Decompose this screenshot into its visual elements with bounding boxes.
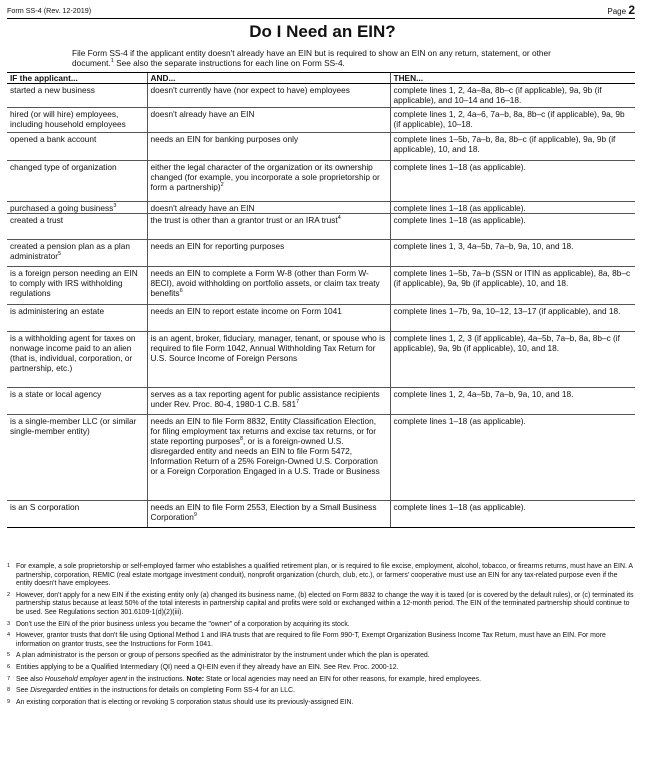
condition-cell: [147, 84, 390, 108]
applicant-cell: [7, 240, 147, 267]
footnote-text-part: in the instructions.: [127, 675, 187, 683]
table-row: [7, 214, 635, 240]
footnotes: [7, 563, 635, 710]
action-cell: [390, 108, 635, 133]
cell-text: is a withholding agent for taxes on nonwage income paid to an alien (that is, individual, corporation, or partnership, etc.): [10, 333, 136, 373]
cell-text: complete lines 1, 2, 4a–5b, 7a–b, 9a, 10, and 18.: [393, 389, 574, 399]
cell-text: complete lines 1–18 (as applicable).: [393, 162, 526, 172]
cell-text: is an S corporation: [10, 502, 80, 512]
header-then: THEN...: [390, 73, 635, 84]
footnote-ref: 5: [57, 251, 62, 257]
cell-text: is an agent, broker, fiduciary, manager, tenant, or spouse who is required to file Form 1042, Annual Withholding Tax Return for U.S. Source Income of Foreign Persons: [150, 333, 386, 363]
action-cell: [390, 161, 635, 202]
footnote-number: 5: [7, 652, 11, 659]
footnote: [7, 621, 635, 630]
footnote-emphasis: Disregarded entities: [30, 687, 92, 695]
cell-text: hired (or will hire) employees, including household employees: [10, 109, 126, 129]
footnote-ref: 8: [239, 436, 244, 442]
page-word: Page: [607, 7, 627, 16]
action-cell: [390, 415, 635, 501]
cell-text: is administering an estate: [10, 306, 105, 316]
footnote-note-label: Note:: [186, 675, 205, 683]
cell-text: needs an EIN for banking purposes only: [150, 134, 299, 144]
applicant-cell: [7, 267, 147, 305]
footnote-text: Entities applying to be a Qualified Intermediary (QI) need a QI-EIN even if they already have an EIN. See Rev. Proc. 2000-12.: [16, 663, 399, 671]
cell-text: complete lines 1–5b, 7a–b (SSN or ITIN as applicable), 8a, 8b–c (if applicable), 9a, 9b (if applicable), 10, and 18.: [393, 268, 631, 288]
page-header: [7, 5, 635, 19]
footnote-number: 3: [7, 620, 11, 627]
footnote-ref: 9: [193, 512, 197, 518]
action-cell: [390, 133, 635, 161]
footnote-text: However, grantor trusts that don't file using Optional Method 1 and IRA trusts that are required to file Form 990-T, Exempt Organization Business Income Tax Return, must have an EIN. For more information on grantor trusts, see the Instructions for Form 1041.: [16, 632, 606, 648]
condition-cell: [147, 415, 390, 501]
cell-text: needs an EIN to report estate income on Form 1041: [150, 306, 342, 316]
action-cell: [390, 388, 635, 415]
cell-text: needs an EIN to file Form 2553, Election by a Small Business Corporation: [150, 502, 377, 522]
cell-text: , or is a foreign-owned U.S. disregarded entity and needs an EIN to file Form 5472, Information Return of a 25% Foreign-Owned U.S. Corporation or a Foreign Corporation Engaged in a U.S. Trade or Business: [150, 436, 380, 476]
condition-cell: [147, 332, 390, 388]
table-row: [7, 267, 635, 305]
footnote-text-part: in the instructions for details on completing Form SS-4 for an LLC.: [91, 687, 295, 695]
applicant-cell: [7, 202, 147, 214]
ein-decision-table: [7, 72, 635, 528]
cell-text: changed type of organization: [10, 162, 117, 172]
footnote-text-part: See: [16, 687, 31, 695]
page-title: Do I Need an EIN?: [249, 22, 396, 41]
cell-text: purchased a going business: [10, 203, 114, 213]
footnote-number: 7: [7, 675, 11, 682]
condition-cell: [147, 161, 390, 202]
cell-text: complete lines 1, 2, 3 (if applicable), 4a–5b, 7a–b, 8a, 8b–c (if applicable), 9a, 9b (if applicable), 10, and 18.: [393, 333, 620, 353]
footnote: [7, 632, 635, 649]
cell-text: doesn't already have an EIN: [150, 203, 255, 213]
applicant-cell: [7, 84, 147, 108]
footnote-number: 9: [7, 698, 11, 705]
footnote: [7, 699, 635, 708]
condition-cell: [147, 267, 390, 305]
condition-cell: [147, 133, 390, 161]
footnote: [7, 652, 635, 661]
table-header-row: [7, 73, 635, 84]
action-cell: [390, 84, 635, 108]
cell-text: doesn't already have an EIN: [150, 109, 255, 119]
action-cell: [390, 214, 635, 240]
footnote-ref: 6: [179, 288, 183, 294]
intro-footnote-ref: 1: [110, 58, 114, 64]
table-row: [7, 108, 635, 133]
condition-cell: [147, 214, 390, 240]
footnote: [7, 664, 635, 673]
condition-cell: [147, 501, 390, 528]
cell-text: complete lines 1–18 (as applicable).: [393, 215, 526, 225]
cell-text: needs an EIN for reporting purposes: [150, 241, 285, 251]
footnote-text: However, don't apply for a new EIN if the existing entity only (a) changed its business name, (b) elected on Form 8832 to change the way it is taxed (or is covered by the default rules), or (c) terminated its partnership status because at least 50% of the total interests in partnership capital and profits were sold or exchanged within a 12-month period. The EIN of the terminated partnership should continue to be used. See Regulations section 301.6109-1(d)(2)(iii).: [16, 591, 634, 616]
footnote: [7, 592, 635, 618]
cell-text: either the legal character of the organization or its ownership changed (for example, you incorporate a sole proprietorship or form a partnership): [150, 162, 380, 192]
table-row: [7, 415, 635, 501]
footnote-text: Don't use the EIN of the prior business unless you became the "owner" of a corporation by acquiring its stock.: [16, 620, 350, 628]
table-row: [7, 161, 635, 202]
applicant-cell: [7, 214, 147, 240]
footnote-text: For example, a sole proprietorship or self-employed farmer who establishes a qualified retirement plan, or is required to file excise, employment, alcohol, tobacco, or firearms returns, must have an EIN. A partnership, corporation, REMIC (real estate mortgage investment conduit), nonprofit organization (church, club, etc.), or farmers' cooperative must use an EIN for any tax-related purpose even if the entity doesn't have employees.: [16, 563, 633, 588]
condition-cell: [147, 108, 390, 133]
cell-text: started a new business: [10, 85, 95, 95]
footnote-ref: 2: [220, 182, 224, 188]
applicant-cell: [7, 133, 147, 161]
intro-text: [72, 48, 592, 68]
condition-cell: [147, 388, 390, 415]
cell-text: is a state or local agency: [10, 389, 102, 399]
page-number: 2: [628, 3, 635, 17]
cell-text: complete lines 1–7b, 9a, 10–12, 13–17 (if applicable), and 18.: [393, 306, 621, 316]
page-number-label: [607, 3, 635, 17]
cell-text: created a pension plan as a plan administrator: [10, 241, 130, 261]
cell-text: complete lines 1, 2, 4a–6, 7a–b, 8a, 8b–c (if applicable), 9a, 9b (if applicable), 10–18.: [393, 109, 625, 129]
applicant-cell: [7, 108, 147, 133]
header-and: AND...: [147, 73, 390, 84]
table-row: [7, 305, 635, 332]
cell-text: complete lines 1–18 (as applicable).: [393, 416, 526, 426]
cell-text: doesn't currently have (nor expect to have) employees: [150, 85, 350, 95]
table-row: [7, 84, 635, 108]
action-cell: [390, 332, 635, 388]
footnote-text: An existing corporation that is electing or revoking S corporation status should use its previously-assigned EIN.: [16, 698, 354, 706]
applicant-cell: [7, 161, 147, 202]
action-cell: [390, 202, 635, 214]
intro-text-part1: File Form SS-4 if the applicant entity doesn't already have an EIN but is required to show an EIN on any return, statement, or other document.: [72, 48, 551, 68]
footnote-emphasis: Household employer agent: [44, 675, 128, 683]
table-row: [7, 332, 635, 388]
cell-text: needs an EIN to complete a Form W-8 (other than Form W-8ECI), avoid withholding on portfolio assets, or claim tax treaty benefits: [150, 268, 380, 298]
action-cell: [390, 305, 635, 332]
action-cell: [390, 501, 635, 528]
footnote-ref: 4: [337, 215, 341, 221]
intro-text-part2: See also the separate instructions for each line on Form SS-4.: [113, 58, 345, 68]
footnote-number: 6: [7, 663, 11, 670]
action-cell: [390, 240, 635, 267]
footnote-text: [16, 687, 635, 696]
footnote-text: [16, 676, 635, 685]
condition-cell: [147, 202, 390, 214]
footnote-number: 8: [7, 687, 11, 694]
footnote-ref: 3: [113, 203, 117, 209]
action-cell: [390, 267, 635, 305]
footnote-text-part: See also: [16, 675, 45, 683]
footnote: [7, 676, 635, 685]
cell-text: created a trust: [10, 215, 64, 225]
footnote-number: 1: [7, 563, 11, 569]
applicant-cell: [7, 332, 147, 388]
table-row: [7, 133, 635, 161]
footnote: [7, 687, 635, 696]
applicant-cell: [7, 501, 147, 528]
form-id: Form SS-4 (Rev. 12-2019): [7, 6, 92, 15]
table-row: [7, 388, 635, 415]
applicant-cell: [7, 388, 147, 415]
cell-text: complete lines 1, 3, 4a–5b, 7a–b, 9a, 10, and 18.: [393, 241, 574, 251]
cell-text: serves as a tax reporting agent for public assistance recipients under Rev. Proc. 80-4, 1980-1 C.B. 581: [150, 389, 380, 409]
table-row: [7, 240, 635, 267]
table-row: [7, 501, 635, 528]
header-if-applicant: IF the applicant...: [7, 73, 147, 84]
cell-text: complete lines 1–18 (as applicable).: [393, 502, 526, 512]
table-row: [7, 202, 635, 214]
cell-text: complete lines 1–5b, 7a–b, 8a, 8b–c (if applicable), 9a, 9b (if applicable), 10, and 18.: [393, 134, 616, 154]
applicant-cell: [7, 415, 147, 501]
footnote: [7, 563, 635, 589]
footnote-number: 4: [7, 632, 11, 639]
cell-text: opened a bank account: [10, 134, 97, 144]
condition-cell: [147, 240, 390, 267]
cell-text: is a foreign person needing an EIN to comply with IRS withholding regulations: [10, 268, 138, 298]
cell-text: needs an EIN to file Form 8832, Entity Classification Election, for filing employment tax returns and excise tax returns, or for state reporting purposes: [150, 416, 377, 446]
footnote-number: 2: [7, 591, 11, 598]
condition-cell: [147, 305, 390, 332]
footnote-ref: 7: [296, 399, 300, 405]
footnote-text: A plan administrator is the person or group of persons specified as the administrator by the instrument under which the plan is operated.: [16, 652, 430, 660]
cell-text: complete lines 1, 2, 4a–8a, 8b–c (if applicable), 9a, 9b (if applicable), and 10–14 and 16–18.: [393, 85, 602, 105]
cell-text: complete lines 1–18 (as applicable).: [393, 203, 526, 213]
footnote-text-part: State or local agencies may need an EIN for other reasons, for example, hired employees.: [204, 675, 481, 683]
applicant-cell: [7, 305, 147, 332]
cell-text: the trust is other than a grantor trust or an IRA trust: [150, 215, 338, 225]
cell-text: is a single-member LLC (or similar single-member entity): [10, 416, 137, 436]
